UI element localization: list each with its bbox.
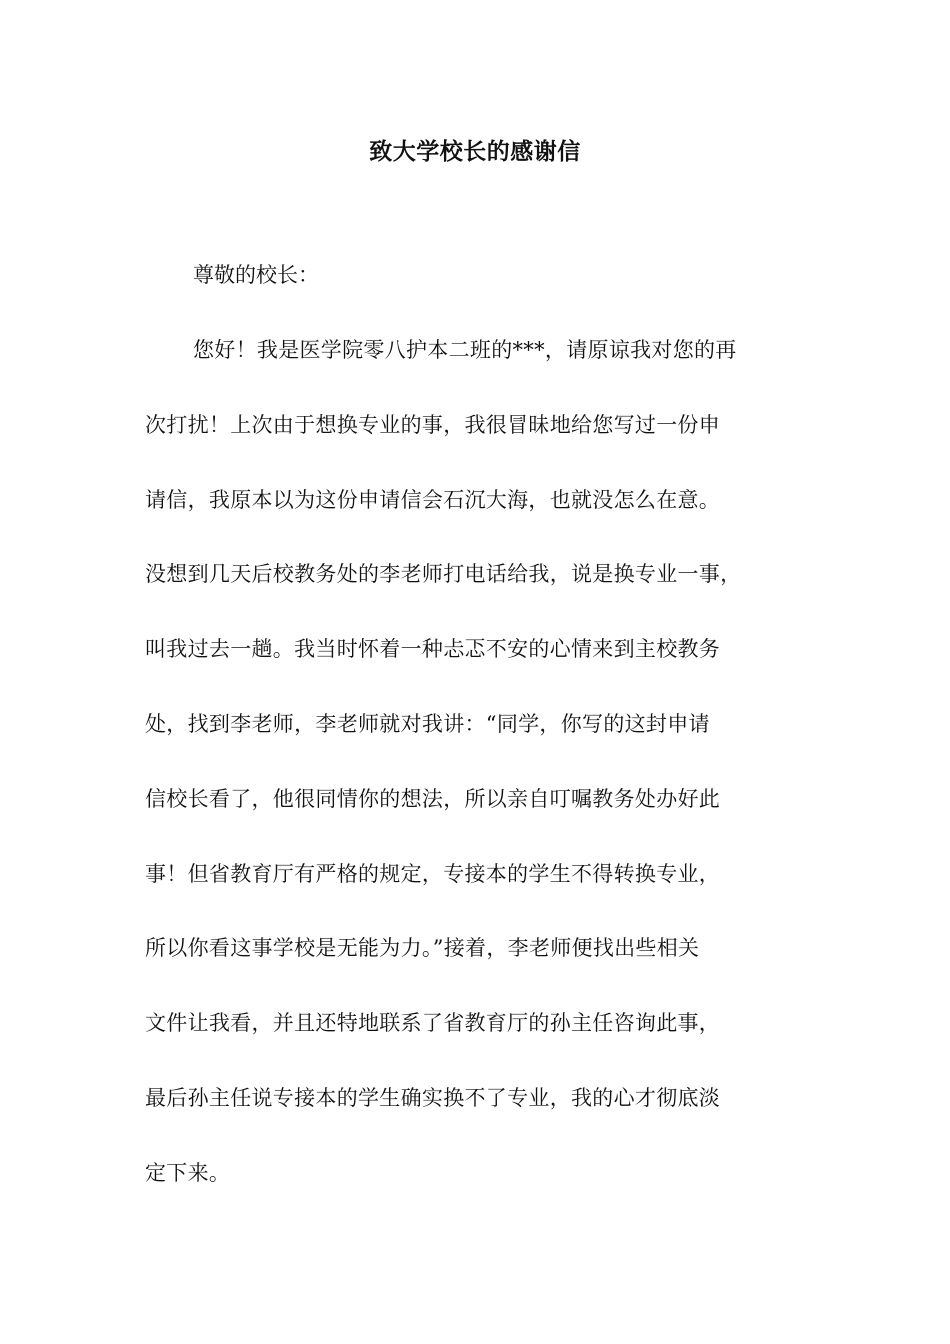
salutation: 尊敬的校长： xyxy=(193,263,319,287)
paragraph-line: 定下来。 xyxy=(145,1160,231,1185)
letter-body xyxy=(145,335,825,1233)
paragraph-line: 处，找到李老师，李老师就对我讲：“同学，你写的这封申请 xyxy=(145,711,710,736)
paragraph-line: 叫我过去一趟。我当时怀着一种忐忑不安的心情来到主校教务 xyxy=(145,637,721,662)
paragraph-line: 文件让我看，并且还特地联系了省教育厅的孙主任咨询此事， xyxy=(145,1011,721,1036)
paragraph-line: 事！但省教育厅有严格的规定，专接本的学生不得转换专业， xyxy=(145,861,721,886)
paragraph-line: 没想到几天后校教务处的李老师打电话给我，说是换专业一事， xyxy=(145,562,742,587)
paragraph-line: 次打扰！上次由于想换专业的事，我很冒昧地给您写过一份申 xyxy=(145,412,721,437)
paragraph-line: 所以你看这事学校是无能为力。”接着，李老师便找出些相关 xyxy=(145,936,700,961)
paragraph-line: 信校长看了，他很同情你的想法，所以亲自叮嘱教务处办好此 xyxy=(145,786,721,811)
document-title: 致大学校长的感谢信 xyxy=(369,138,581,165)
paragraph-line: 最后孙主任说专接本的学生确实换不了专业，我的心才彻底淡 xyxy=(145,1085,721,1110)
paragraph-line: 请信，我原本以为这份申请信会石沉大海，也就没怎么在意。 xyxy=(145,487,721,512)
paragraph-line: 您好！我是医学院零八护本二班的***，请原谅我对您的再 xyxy=(193,338,737,362)
